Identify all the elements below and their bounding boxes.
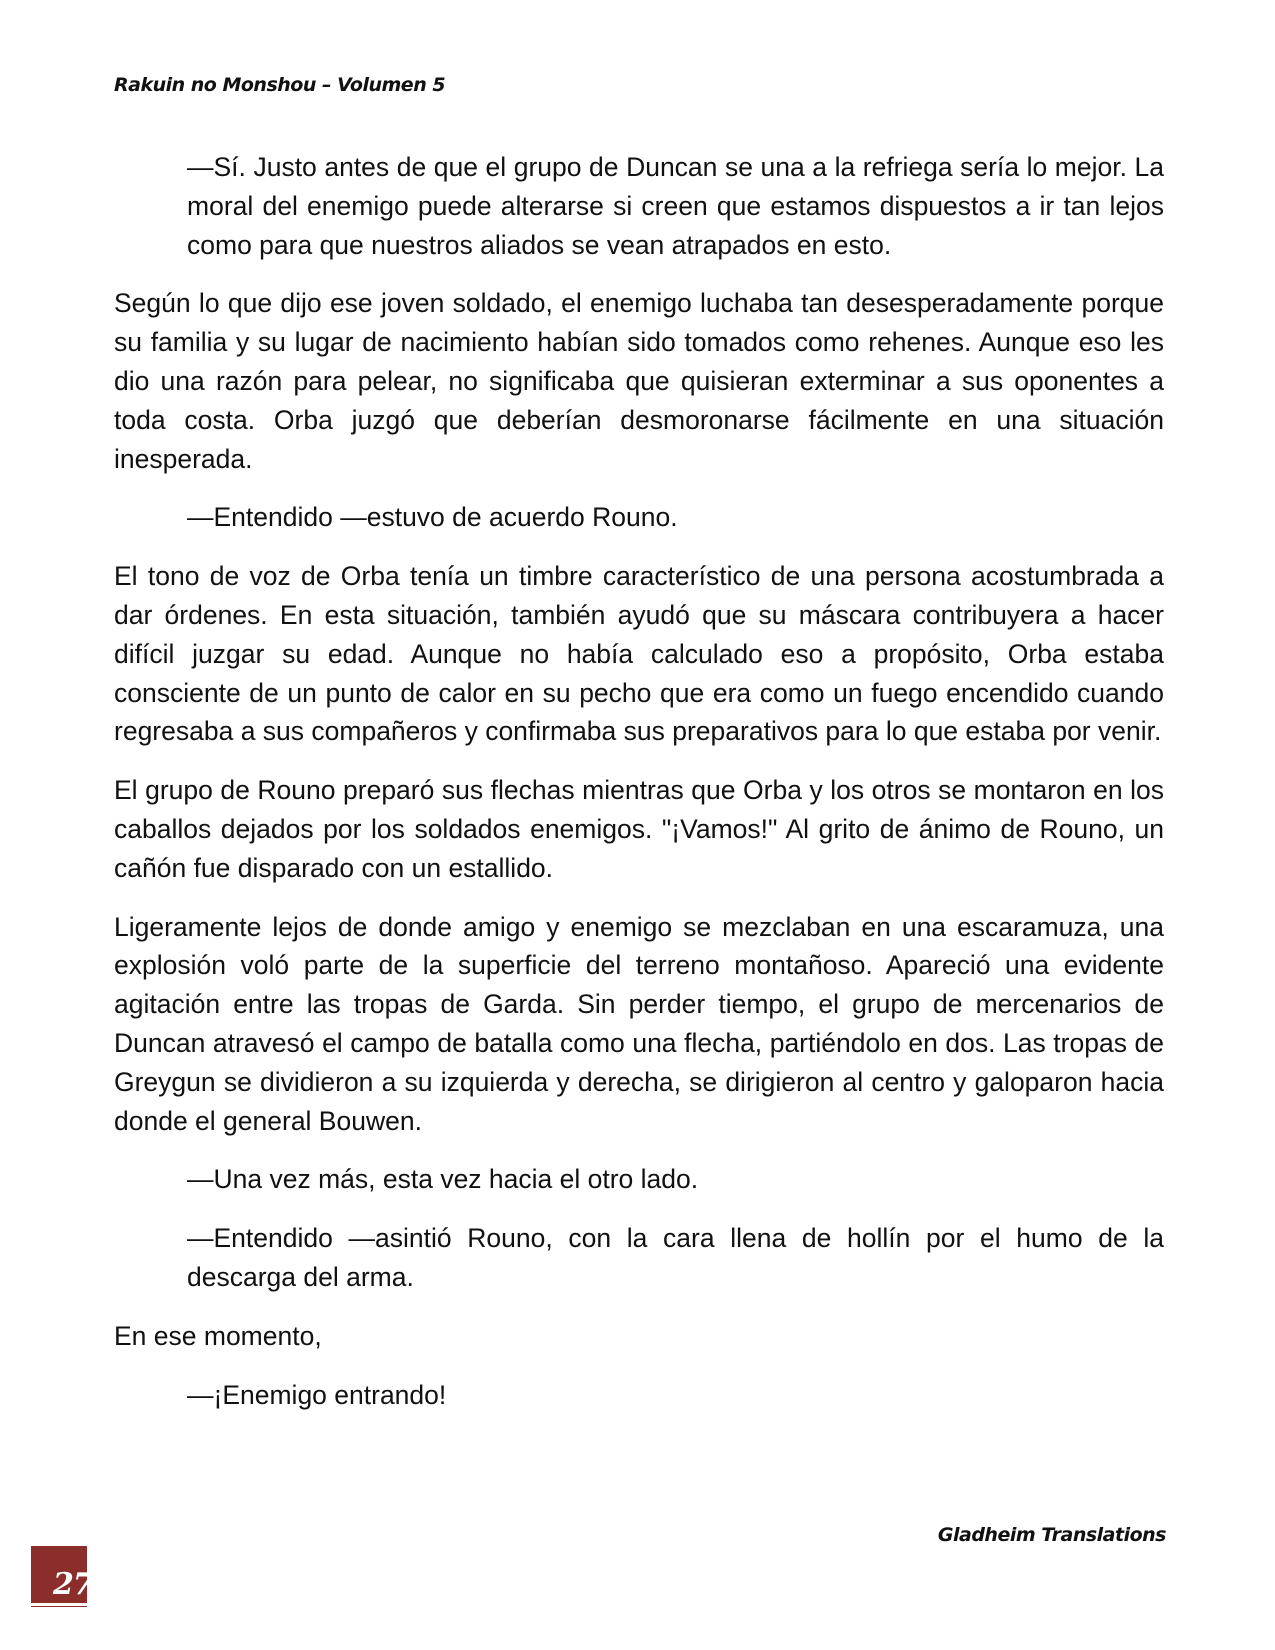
paragraph-narration: Según lo que dijo ese joven soldado, el enemigo luchaba tan desesperadamente porque su familia y su lugar de nacimiento habían sido tomados como rehenes. Aunque eso les dio una razón para pelear, no significaba que quisieran exterminar a sus oponentes a toda costa. Orba juzgó que deberían desmoronarse fácilmente en una situación inesperada. [114, 288, 1164, 474]
page-body [114, 148, 1164, 1434]
page-number-underline [31, 1603, 87, 1606]
paragraph-narration: Ligeramente lejos de donde amigo y enemigo se mezclaban en una escaramuza, una explosión voló parte de la superficie del terreno montañoso. Apareció una evidente agitación entre las tropas de Garda. Sin perder tiempo, el grupo de mercenarios de Duncan atravesó el campo de batalla como una flecha, partiéndolo en dos. Las tropas de Greygun se dividieron a su izquierda y derecha, se dirigieron al centro y galoparon hacia donde el general Bouwen. [114, 911, 1164, 1136]
paragraph-narration: El grupo de Rouno preparó sus flechas mientras que Orba y los otros se montaron en los caballos dejados por los soldados enemigos. "¡Vamos!" Al grito de ánimo de Rouno, un cañón fue disparado con un estallido. [114, 775, 1164, 883]
page-number-badge [31, 1546, 93, 1607]
running-header: Rakuin no Monshou – Volumen 5 [114, 74, 446, 96]
paragraph-dialog: —Entendido —asintió Rouno, con la cara llena de hollín por el humo de la descarga del arma. [187, 1223, 1164, 1292]
paragraph-dialog: —Entendido —estuvo de acuerdo Rouno. [187, 502, 678, 533]
paragraph-narration: En ese momento, [114, 1320, 322, 1351]
page-number: 27 [53, 1567, 93, 1602]
paragraph-dialog: —Sí. Justo antes de que el grupo de Duncan se una a la refriega sería lo mejor. La moral del enemigo puede alterarse si creen que estamos dispuestos a ir tan lejos como para que nuestros aliados se vean atrapados en esto. [187, 152, 1164, 260]
paragraph-dialog: —Una vez más, esta vez hacia el otro lado. [187, 1164, 699, 1195]
paragraph-narration: El tono de voz de Orba tenía un timbre característico de una persona acostumbrada a dar órdenes. En esta situación, también ayudó que su máscara contribuyera a hacer difícil juzgar su edad. Aunque no había calculado eso a propósito, Orba estaba consciente de un punto de calor en su pecho que era como un fuego encendido cuando regresaba a sus compañeros y confirmaba sus preparativos para lo que estaba por venir. [114, 561, 1164, 747]
paragraph-dialog: —¡Enemigo entrando! [187, 1379, 447, 1410]
translator-credit: Gladheim Translations [937, 1524, 1166, 1546]
